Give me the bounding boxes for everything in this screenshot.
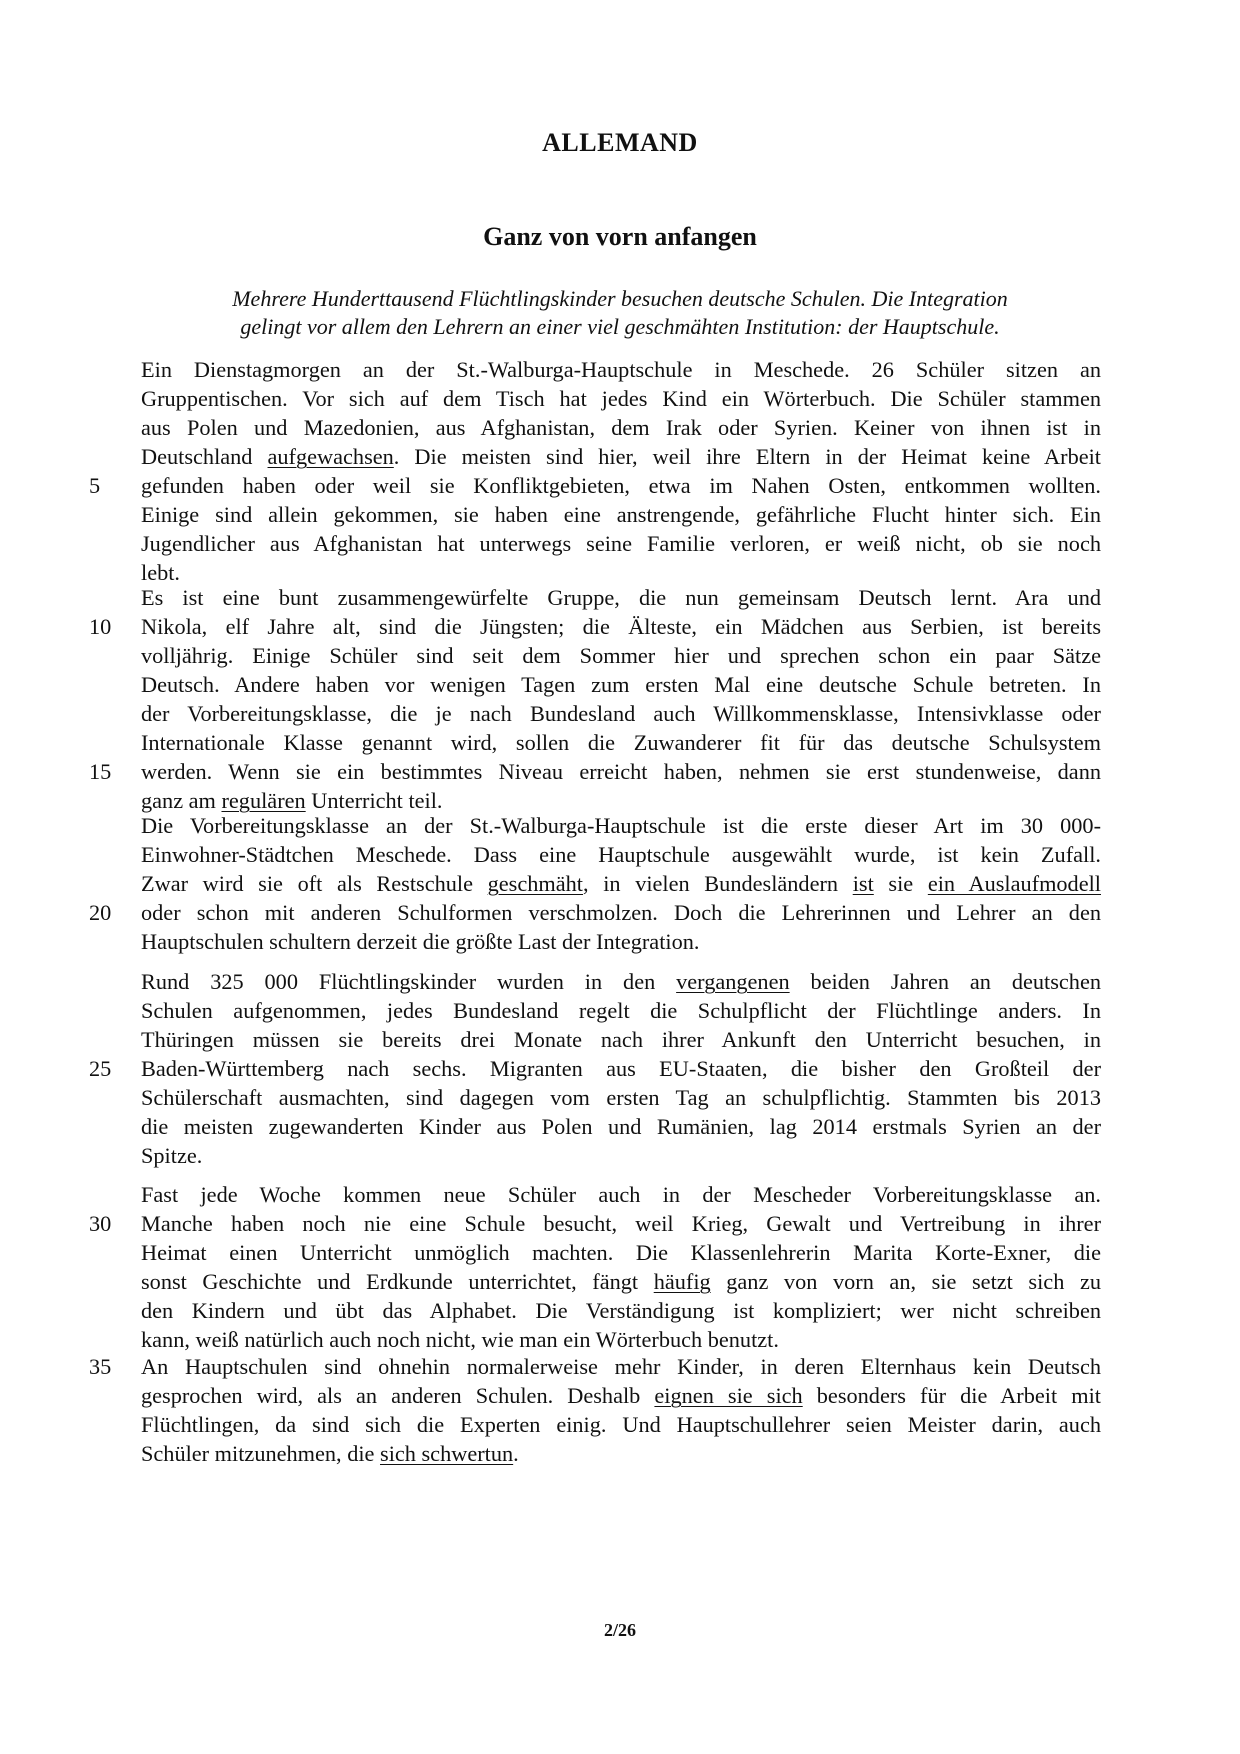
line-number: 5 bbox=[89, 473, 101, 498]
text-segment: Rund 325 000 Flüchtlingskinder wurden in den bbox=[141, 969, 677, 994]
text-segment: Ein Dienstagmorgen an der St.-Walburga-Hauptschule in Meschede. 26 Schüler sitzen an bbox=[141, 357, 1101, 382]
text-segment: Schulen aufgenommen, jedes Bundesland regelt die Schulpflicht der Flüchtlinge anders. In bbox=[141, 998, 1101, 1023]
text-line bbox=[141, 1439, 1101, 1468]
text-segment: volljährig. Einige Schüler sind seit dem Sommer hier und sprechen schon ein paar Sätze bbox=[141, 643, 1101, 668]
paragraph bbox=[89, 583, 1101, 815]
underlined-word: sich schwertun bbox=[380, 1441, 514, 1466]
text-line bbox=[141, 927, 1101, 956]
article-lead bbox=[140, 285, 1100, 341]
paragraph bbox=[89, 1352, 1101, 1468]
underlined-word: geschmäht bbox=[487, 871, 583, 896]
text-segment: Deutsch. Andere haben vor wenigen Tagen zum ersten Mal eine deutsche Schule betreten. In bbox=[141, 672, 1101, 697]
text-segment: gefunden haben oder weil sie Konfliktgebieten, etwa im Nahen Osten, entkommen wollten. bbox=[141, 473, 1101, 498]
line-number: 20 bbox=[89, 900, 112, 925]
text-line bbox=[141, 1410, 1101, 1439]
text-segment: Nikola, elf Jahre alt, sind die Jüngsten; die Älteste, ein Mädchen aus Serbien, ist bereits bbox=[141, 614, 1101, 639]
underlined-word: vergangenen bbox=[676, 969, 790, 994]
text-segment: Schülerschaft ausmachten, sind dagegen vom ersten Tag an schulpflichtig. Stammten bis 2013 bbox=[141, 1085, 1101, 1110]
text-line bbox=[141, 355, 1101, 384]
text-segment: Einwohner-Städtchen Meschede. Dass eine Hauptschule ausgewählt wurde, ist kein Zufall. bbox=[141, 842, 1101, 867]
text-line bbox=[141, 1112, 1101, 1141]
text-segment: Zwar wird sie oft als Restschule bbox=[141, 871, 488, 896]
line-number: 25 bbox=[89, 1056, 112, 1081]
text-segment: Flüchtlingen, da sind sich die Experten einig. Und Hauptschullehrer seien Meister darin, auch bbox=[141, 1412, 1101, 1437]
text-line bbox=[89, 1352, 1101, 1381]
paragraph bbox=[89, 967, 1101, 1170]
underlined-word: regulären bbox=[221, 788, 306, 813]
text-line bbox=[141, 1238, 1101, 1267]
text-segment: Deutschland bbox=[141, 444, 268, 469]
text-line bbox=[89, 898, 1101, 927]
text-segment: ganz von vorn an, sie setzt sich zu bbox=[710, 1269, 1101, 1294]
article-title: Ganz von vorn anfangen bbox=[483, 222, 757, 251]
line-number: 35 bbox=[89, 1354, 112, 1379]
text-segment: den Kindern und übt das Alphabet. Die Verständigung ist kompliziert; wer nicht schreiben bbox=[141, 1298, 1101, 1323]
text-segment: kann, weiß natürlich auch noch nicht, wie man ein Wörterbuch benutzt. bbox=[141, 1327, 779, 1352]
text-segment: Es ist eine bunt zusammengewürfelte Gruppe, die nun gemeinsam Deutsch lernt. Ara und bbox=[141, 585, 1101, 610]
text-line bbox=[89, 612, 1101, 641]
lead-line: gelingt vor allem den Lehrern an einer viel geschmähten Institution: der Hauptschule. bbox=[240, 314, 1000, 339]
text-line bbox=[141, 583, 1101, 612]
text-segment: Einige sind allein gekommen, sie haben eine anstrengende, gefährliche Flucht hinter sich. Ein bbox=[141, 502, 1101, 527]
text-line bbox=[141, 1325, 1101, 1354]
text-segment: beiden Jahren an deutschen bbox=[789, 969, 1101, 994]
text-segment: gesprochen wird, als an anderen Schulen. Deshalb bbox=[141, 1383, 655, 1408]
text-segment: , in vielen Bundesländern bbox=[583, 871, 853, 896]
text-segment: Fast jede Woche kommen neue Schüler auch in der Mescheder Vorbereitungsklasse an. bbox=[141, 1182, 1101, 1207]
text-line bbox=[141, 641, 1101, 670]
text-segment: sie bbox=[873, 871, 928, 896]
text-line bbox=[89, 1054, 1101, 1083]
text-segment: der Vorbereitungsklasse, die je nach Bundesland auch Willkommensklasse, Intensivklasse oder bbox=[141, 701, 1101, 726]
text-segment: Manche haben noch nie eine Schule besucht, weil Krieg, Gewalt und Vertreibung in ihrer bbox=[141, 1211, 1101, 1236]
text-segment: Baden-Württemberg nach sechs. Migranten aus EU-Staaten, die bisher den Großteil der bbox=[141, 1056, 1101, 1081]
line-number: 30 bbox=[89, 1211, 112, 1236]
text-segment: die meisten zugewanderten Kinder aus Polen und Rumänien, lag 2014 erstmals Syrien an der bbox=[141, 1114, 1101, 1139]
text-line bbox=[141, 1083, 1101, 1112]
underlined-word: eignen sie sich bbox=[654, 1383, 803, 1408]
text-segment: Schüler mitzunehmen, die bbox=[141, 1441, 381, 1466]
paragraph bbox=[89, 811, 1101, 956]
text-line bbox=[141, 1180, 1101, 1209]
text-line bbox=[141, 500, 1101, 529]
text-line bbox=[141, 1025, 1101, 1054]
paragraph bbox=[89, 1180, 1101, 1354]
text-line bbox=[141, 1296, 1101, 1325]
text-segment: oder schon mit anderen Schulformen verschmolzen. Doch die Lehrerinnen und Lehrer an den bbox=[141, 900, 1101, 925]
text-line bbox=[141, 840, 1101, 869]
line-number: 15 bbox=[89, 759, 112, 784]
text-line bbox=[141, 728, 1101, 757]
text-line bbox=[141, 996, 1101, 1025]
text-line bbox=[141, 869, 1101, 898]
underlined-word: ist bbox=[852, 871, 874, 896]
text-line bbox=[141, 1381, 1101, 1410]
paragraph bbox=[89, 355, 1102, 587]
lead-line: Mehrere Hunderttausend Flüchtlingskinder besuchen deutsche Schulen. Die Integration bbox=[232, 286, 1008, 311]
text-line bbox=[141, 442, 1101, 471]
text-segment: Thüringen müssen sie bereits drei Monate nach ihrer Ankunft den Unterricht besuchen, in bbox=[141, 1027, 1101, 1052]
text-line bbox=[89, 471, 1101, 500]
text-segment: Die Vorbereitungsklasse an der St.-Walburga-Hauptschule ist die erste dieser Art im 30 000- bbox=[141, 813, 1101, 838]
text-segment: . Die meisten sind hier, weil ihre Eltern in der Heimat keine Arbeit bbox=[393, 444, 1102, 469]
underlined-word: häufig bbox=[653, 1269, 711, 1294]
text-line bbox=[141, 529, 1101, 558]
text-line bbox=[89, 1209, 1101, 1238]
text-segment: besonders für die Arbeit mit bbox=[802, 1383, 1101, 1408]
text-segment: Spitze. bbox=[141, 1143, 203, 1168]
text-line bbox=[141, 670, 1101, 699]
underlined-word: aufgewachsen bbox=[267, 444, 394, 469]
text-segment: ganz am bbox=[141, 788, 222, 813]
text-segment: . bbox=[513, 1441, 519, 1466]
text-line bbox=[141, 811, 1101, 840]
text-segment: sonst Geschichte und Erdkunde unterrichtet, fängt bbox=[141, 1269, 654, 1294]
text-line bbox=[141, 1267, 1101, 1296]
text-line bbox=[141, 413, 1101, 442]
page-number: 2/26 bbox=[603, 1620, 636, 1640]
text-line bbox=[141, 699, 1101, 728]
text-segment: Hauptschulen schultern derzeit die größte Last der Integration. bbox=[141, 929, 700, 954]
text-line bbox=[141, 1141, 1101, 1170]
text-segment: werden. Wenn sie ein bestimmtes Niveau erreicht haben, nehmen sie erst stundenweise, dann bbox=[141, 759, 1101, 784]
text-segment: Unterricht teil. bbox=[305, 788, 443, 813]
text-line bbox=[89, 757, 1101, 786]
line-number: 10 bbox=[89, 614, 112, 639]
text-segment: An Hauptschulen sind ohnehin normalerweise mehr Kinder, in deren Elternhaus kein Deutsch bbox=[141, 1354, 1101, 1379]
text-segment: lebt. bbox=[141, 560, 181, 585]
text-segment: Internationale Klasse genannt wird, sollen die Zuwanderer fit für das deutsche Schulsystem bbox=[141, 730, 1101, 755]
text-segment: aus Polen und Mazedonien, aus Afghanistan, dem Irak oder Syrien. Keiner von ihnen ist in bbox=[141, 415, 1101, 440]
text-segment: Jugendlicher aus Afghanistan hat unterwegs seine Familie verloren, er weiß nicht, ob sie noch bbox=[141, 531, 1101, 556]
text-line bbox=[141, 967, 1101, 996]
text-line bbox=[141, 384, 1101, 413]
underlined-word: ein Auslaufmodell bbox=[927, 871, 1101, 896]
text-segment: Heimat einen Unterricht unmöglich machten. Die Klassenlehrerin Marita Korte-Exner, die bbox=[141, 1240, 1101, 1265]
text-segment: Gruppentischen. Vor sich auf dem Tisch hat jedes Kind ein Wörterbuch. Die Schüler stammen bbox=[141, 386, 1101, 411]
subject-heading: ALLEMAND bbox=[542, 128, 698, 157]
